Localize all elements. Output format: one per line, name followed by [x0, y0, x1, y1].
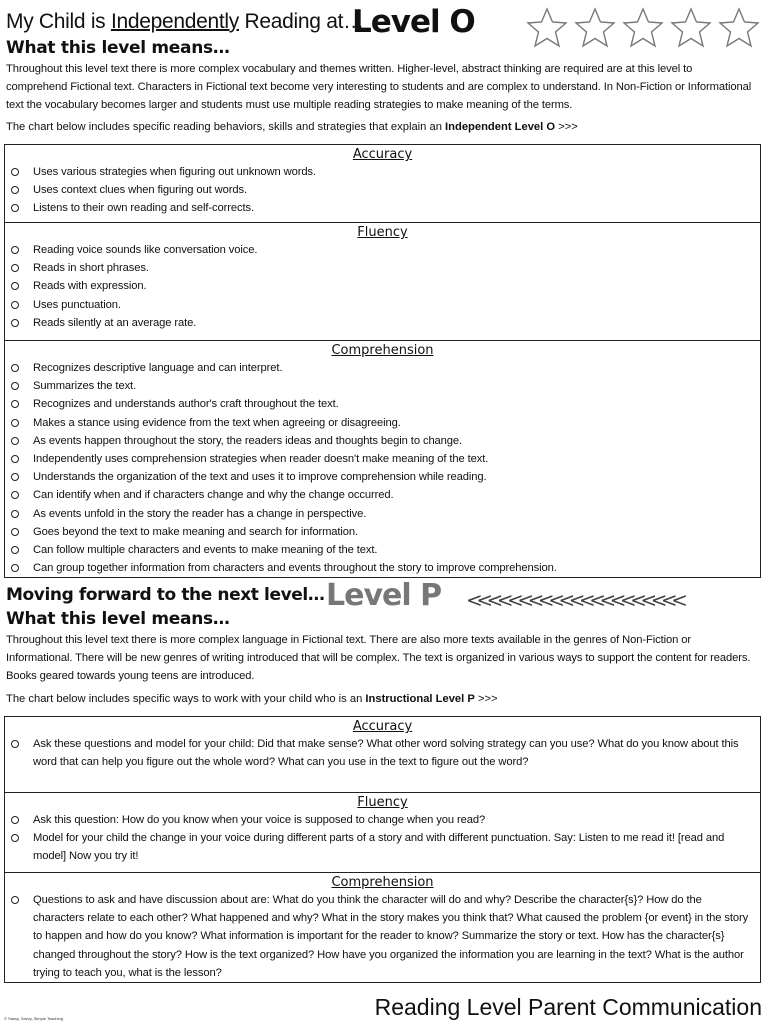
section-title: Accuracy — [352, 719, 413, 734]
next-level-heading: What this level means… — [6, 609, 230, 629]
circle-bullet-icon — [11, 437, 19, 445]
circle-bullet-icon — [11, 816, 19, 824]
arrows-decoration: <<<<<<<<<<<<<<<<<<<<< — [466, 588, 682, 612]
item-text: Summarizes the text. — [33, 380, 137, 393]
list-item — [11, 505, 756, 523]
item-text: Questions to ask and have discussion about are: What do you think the character will do and why? Describe the character{s}? How do the characters relate to each other? What happened and why? What in the story makes you think that? What caused the problem {or event} in the story to happen and how do you know? What information is important for the reader to know? Summarize the story or text. How has the character{s} changed throughout the story? How is the text organized? How have you organized the information you are learning in the text? What is the author trying to teach you, what is the lesson? — [33, 894, 749, 979]
star-icon — [524, 6, 570, 50]
circle-bullet-icon — [11, 382, 19, 390]
chart-note-text: The chart below includes specific reading behaviors, skills and strategies that explain an — [6, 121, 442, 133]
section-fluency — [5, 795, 760, 873]
list-item — [11, 414, 756, 432]
list-item — [11, 541, 756, 559]
item-text: Model for your child the change in your voice during different parts of a story and with different punctuation. Say: Listen to me read it! [read and model] Now you try it! — [33, 832, 725, 863]
item-text: As events unfold in the story the reader has a change in perspective. — [33, 507, 367, 520]
chart-note-arrows: >>> — [558, 121, 578, 133]
page-title — [6, 10, 364, 34]
item-text: Reading voice sounds like conversation voice. — [33, 244, 258, 256]
circle-bullet-icon — [11, 473, 19, 481]
circle-bullet-icon — [11, 491, 19, 499]
star-icon — [572, 6, 618, 50]
item-text: Uses context clues when figuring out words. — [33, 184, 247, 197]
item-text: Reads in short phrases. — [33, 262, 149, 275]
current-level-heading: What this level means… — [6, 38, 230, 58]
list-item — [11, 486, 756, 504]
item-list — [5, 359, 760, 577]
star-rating — [524, 6, 762, 50]
list-item — [11, 359, 756, 377]
list-item — [11, 395, 756, 413]
item-text: Independently uses comprehension strategies when reader doesn't make meaning of the text. — [33, 453, 489, 466]
circle-bullet-icon — [11, 510, 19, 518]
circle-bullet-icon — [11, 546, 19, 554]
list-item — [11, 377, 756, 395]
chart-note-text: The chart below includes specific ways to work with your child who is an — [6, 693, 363, 705]
circle-bullet-icon — [11, 246, 19, 254]
item-list — [5, 163, 760, 218]
title-suffix: Reading at… — [244, 10, 364, 33]
list-item — [11, 314, 756, 332]
item-text: Reads with expression. — [33, 280, 147, 293]
title-emphasis: Independently — [110, 10, 239, 33]
circle-bullet-icon — [11, 528, 19, 536]
page-header — [6, 4, 768, 40]
item-text: Understands the organization of the text and uses it to improve comprehension while reading. — [33, 471, 487, 484]
section-fluency — [5, 225, 760, 341]
item-text: Listens to their own reading and self-corrects. — [33, 202, 255, 215]
circle-bullet-icon — [11, 204, 19, 212]
circle-bullet-icon — [11, 400, 19, 408]
item-list — [5, 241, 760, 332]
section-comprehension — [5, 343, 760, 577]
list-item — [11, 450, 756, 468]
chart-note-level: Instructional Level P — [365, 693, 475, 705]
item-text: Can group together information from characters and events throughout the story to improve comprehension. — [33, 562, 557, 575]
item-text: Can follow multiple characters and events to make meaning of the text. — [33, 544, 378, 557]
footer-title: Reading Level Parent Communication — [374, 994, 762, 1020]
title-prefix: My Child is — [6, 10, 106, 33]
section-title: Fluency — [357, 795, 408, 810]
circle-bullet-icon — [11, 364, 19, 372]
circle-bullet-icon — [11, 186, 19, 194]
item-list — [5, 891, 760, 982]
item-text: Uses various strategies when figuring out unknown words. — [33, 166, 316, 178]
list-item — [11, 735, 756, 771]
item-text: Goes beyond the text to make meaning and search for information. — [33, 525, 359, 538]
list-item — [11, 241, 756, 259]
independent-level-table — [4, 144, 761, 578]
item-text: Recognizes and understands author's craft throughout the text. — [33, 398, 339, 411]
circle-bullet-icon — [11, 319, 19, 327]
item-text: Can identify when and if characters change and why the change occurred. — [33, 489, 394, 502]
list-item — [11, 811, 756, 829]
item-list — [5, 811, 760, 866]
list-item — [11, 829, 756, 865]
list-item — [11, 199, 756, 217]
section-comprehension — [5, 875, 760, 982]
item-text: Reads silently at an average rate. — [33, 316, 197, 329]
next-level-description: Throughout this level text there is more complex language in Fictional text. There are also more texts available in the genres of Non-Fiction or Informational. There will be new genres of writing introduced that will be complex. The text is organized in various ways to support the content for readers. Books geared towards young teens are introduced. — [6, 634, 751, 682]
item-text: As events happen throughout the story, the readers ideas and thoughts begin to change. — [33, 434, 463, 447]
list-item — [11, 181, 756, 199]
copyright: © Sassy, Savvy, Simple Teaching — [4, 1016, 63, 1021]
item-text: Makes a stance using evidence from the text when agreeing or disagreeing. — [33, 416, 401, 429]
chart-note-level: Independent Level O — [445, 121, 556, 133]
circle-bullet-icon — [11, 419, 19, 427]
section-accuracy — [5, 147, 760, 223]
list-item — [11, 523, 756, 541]
current-chart-note — [6, 121, 578, 133]
section-title: Comprehension — [331, 343, 434, 358]
list-item — [11, 559, 756, 577]
item-text: Ask these questions and model for your child: Did that make sense? What other word solving strategy can you use? What do you know about this word that can help you figure out the whole word? What can you use in the text to figure out the word? — [33, 738, 739, 769]
circle-bullet-icon — [11, 896, 19, 904]
item-text: Recognizes descriptive language and can interpret. — [33, 362, 283, 374]
instructional-level-table — [4, 716, 761, 983]
item-list — [5, 735, 760, 771]
next-chart-note — [6, 693, 498, 705]
moving-forward-text: Moving forward to the next level… — [6, 585, 325, 605]
star-icon — [668, 6, 714, 50]
section-title: Fluency — [357, 225, 408, 240]
chart-note-arrows: >>> — [477, 693, 498, 705]
level-p-title: Level P — [326, 578, 442, 613]
circle-bullet-icon — [11, 740, 19, 748]
list-item — [11, 163, 756, 181]
circle-bullet-icon — [11, 168, 19, 176]
item-text: Uses punctuation. — [33, 298, 121, 311]
section-title: Comprehension — [331, 875, 434, 890]
list-item — [11, 468, 756, 486]
circle-bullet-icon — [11, 282, 19, 290]
level-o-title: Level O — [352, 4, 475, 40]
circle-bullet-icon — [11, 564, 19, 572]
list-item — [11, 296, 756, 314]
list-item — [11, 891, 756, 982]
circle-bullet-icon — [11, 834, 19, 842]
circle-bullet-icon — [11, 301, 19, 309]
list-item — [11, 432, 756, 450]
circle-bullet-icon — [11, 455, 19, 463]
star-icon — [716, 6, 762, 50]
list-item — [11, 277, 756, 295]
section-title: Accuracy — [352, 147, 413, 162]
section-accuracy — [5, 719, 760, 793]
current-level-description: Throughout this level text there is more complex vocabulary and themes written. Higher-level, abstract thinking are required are at this level to comprehend Fictional text. Characters in Fictional text become very interesting to students and are complex to understand. In Non-Fiction or Informational text the vocabulary becomes larger and students must use multiple reading strategies to make meaning of the terms. — [6, 63, 752, 111]
list-item — [11, 259, 756, 277]
item-text: Ask this question: How do you know when your voice is supposed to change when you read? — [33, 814, 486, 826]
star-icon — [620, 6, 666, 50]
circle-bullet-icon — [11, 264, 19, 272]
